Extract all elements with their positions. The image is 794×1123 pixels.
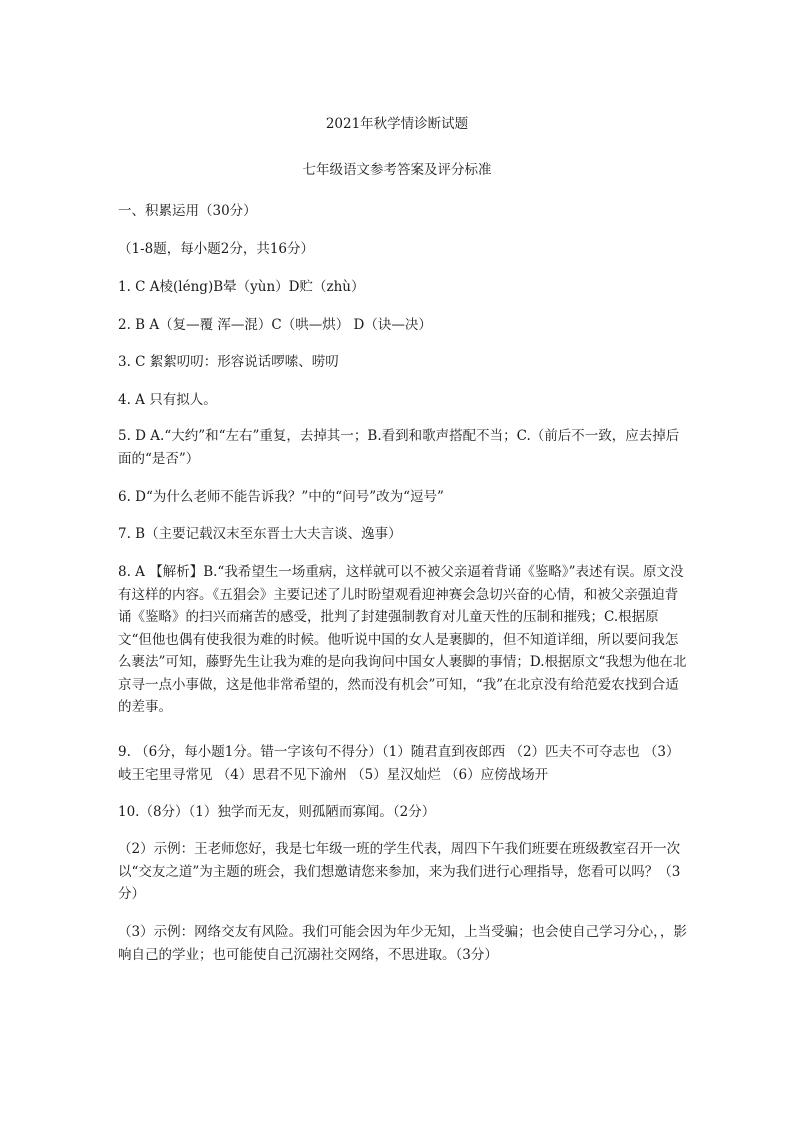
section-note: （1-8题，每小题2分，共16分） — [118, 241, 315, 257]
answer-10-1: 10.（8分）（1）独学而无友，则孤陋而寡闻。（2分） — [118, 804, 436, 820]
answer-2: 2. B A（复—覆 浑—混）C（哄—烘） D（诀—决） — [118, 317, 432, 333]
answer-8: 8. A 【解析】B.“我希望生一场重病，这样就可以不被父亲逼着背诵《鉴略》”表述有误。原文没有这样的内容。《五猖会》主要记述了儿时盼望观看迎神赛会急切兴奋的心情，和被父亲强迫背诵《鉴略》的扫兴而痛苦的感受，批判了封建强制教育对儿童天性的压制和摧残；C.根据原文“但他也偶有使我很为难的时候。他听说中国的女人是裹脚的，但不知道详细，所以要问我怎么裹法”可知，藤野先生让我为难的是向我询问中国女人裹脚的事情；D.根据原文“我想为他在北京寻一点小事做，这是他非常希望的，然而没有机会”可知，“我”在北京没有给范爱农找到合适的差事。 — [118, 564, 687, 715]
section-heading: 一、积累运用（30分） — [118, 203, 257, 219]
answer-1: 1. C A棱(léng)B晕（yùn）D贮（zhù） — [118, 279, 365, 295]
answer-9: 9. （6分，每小题1分。错一字该句不得分）（1）随君直到夜郎西 （2）匹夫不可夺志也 （3）岐王宅里寻常见 （4）思君不见下渝州 （5）星汉灿烂 （6）应傍战场开 — [118, 744, 680, 783]
answer-4: 4. A 只有拟人。 — [118, 392, 217, 408]
answer-7: 7. B（主要记载汉末至东晋士大夫言谈、逸事） — [118, 526, 402, 542]
document-title: 2021年秋学情诊断试题 — [325, 116, 469, 132]
answer-10-2: （2）示例：王老师您好，我是七年级一班的学生代表，周四下午我们班要在班级教室召开一次以“交友之道”为主题的班会，我们想邀请您来参加，来为我们进行心理指导，您看可以吗？（3分） — [118, 841, 681, 902]
answer-5: 5. D A.“大约”和“左右”重复，去掉其一；B.看到和歌声搭配不当；C.（前后不一致，应去掉后面的“是否”） — [118, 428, 680, 467]
answer-6: 6. D“为什么老师不能告诉我？”中的“问号”改为“逗号” — [118, 489, 444, 505]
document-subtitle: 七年级语文参考答案及评分标准 — [302, 162, 492, 178]
answer-10-3: （3）示例：网络交友有风险。我们可能会因为年少无知，上当受骗；也会使自己学习分心，，影响自己的学业；也可能使自己沉溺社交网络，不思进取。（3分） — [118, 924, 687, 963]
answer-3: 3. C 絮絮叨叨：形容说话啰嗦、唠叨 — [118, 354, 339, 370]
